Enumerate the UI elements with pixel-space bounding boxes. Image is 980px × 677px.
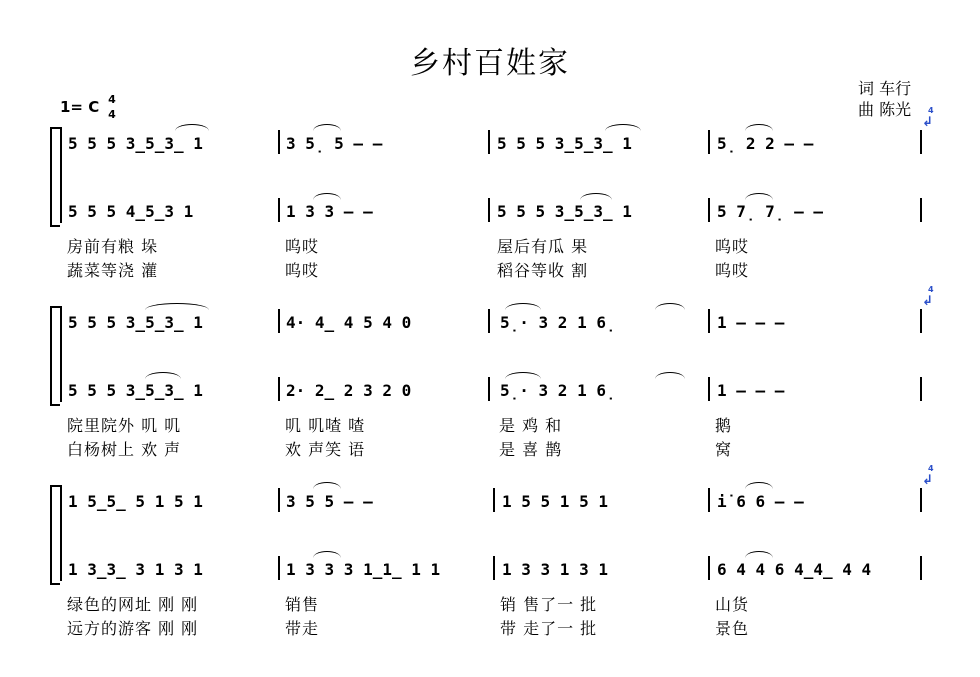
lyric-line-2: 欢 声笑 语	[285, 440, 366, 459]
lower-measure: 5 5 5 3̲5̲3̲ 1	[68, 381, 203, 400]
upper-measure: 1 – – –	[717, 313, 785, 332]
barline	[708, 377, 710, 401]
lyric-line-1: 销售	[285, 595, 320, 614]
tie	[313, 482, 341, 489]
tie	[505, 372, 541, 379]
lyric-line-2: 景色	[715, 619, 750, 638]
tie	[745, 193, 773, 200]
barline	[708, 556, 710, 580]
lyric-line-1: 是 鸡 和	[499, 416, 563, 435]
tie	[655, 303, 685, 310]
upper-measure: 5 5 5 3̲5̲3̲ 1	[497, 134, 632, 153]
upper-measure: 3 5 5 – –	[286, 492, 373, 511]
key-signature: 1= C	[60, 98, 100, 116]
song-title: 乡村百姓家	[410, 46, 570, 81]
lower-measure: 1 3̲3̲ 3 1 3 1	[68, 560, 203, 579]
lyric-line-1: 房前有粮 垛	[67, 237, 159, 256]
lyric-line-2: 白杨树上 欢 声	[67, 440, 182, 459]
system-start-line	[60, 127, 62, 223]
tie	[580, 193, 612, 200]
lyric-line-2: 带 走了一 批	[500, 619, 598, 638]
tie	[145, 303, 209, 310]
lyric-line-1: 院里院外 叽 叽	[67, 416, 182, 435]
system-brace	[50, 306, 60, 406]
lyric-line-1: 鹅	[715, 416, 733, 435]
upper-measure: 5 5 5 3̲5̲3̲ 1	[68, 313, 203, 332]
barline	[278, 130, 280, 154]
lower-measure: 5 7̣ 7̣ – –	[717, 202, 823, 221]
lower-measure: 1 3 3 1 3 1	[502, 560, 608, 579]
lower-measure: 5 5 5 4̲5̲3 1	[68, 202, 194, 221]
upper-measure: i̇ 6 6 – –	[717, 492, 804, 511]
system-brace	[50, 127, 60, 227]
lyric-line-2: 稻谷等收 割	[497, 261, 589, 280]
barline	[278, 556, 280, 580]
tie	[505, 303, 541, 310]
lyricist-credit: 词 车行	[858, 79, 912, 98]
lower-measure: 6 4 4 6 4̲4̲ 4 4	[717, 560, 872, 579]
tie	[745, 482, 773, 489]
tie	[745, 124, 773, 131]
lower-measure: 5 5 5 3̲5̲3̲ 1	[497, 202, 632, 221]
upper-measure: 5̣· 3 2 1 6̣	[500, 313, 616, 332]
barline	[708, 130, 710, 154]
lower-measure: 1 3 3 – –	[286, 202, 373, 221]
lyric-line-2: 窝	[715, 440, 733, 459]
upper-measure: 1 5̲5̲ 5 1 5 1	[68, 492, 203, 511]
upper-measure: 5 5 5 3̲5̲3̲ 1	[68, 134, 203, 153]
tie	[145, 372, 181, 379]
lower-measure: 2· 2̲ 2 3 2 0	[286, 381, 412, 400]
barline	[920, 309, 922, 333]
lower-measure: 5̣· 3 2 1 6̣	[500, 381, 616, 400]
lyric-line-2: 呜哎	[285, 261, 320, 280]
lyric-line-2: 蔬菜等浇 灌	[67, 261, 159, 280]
lyric-line-1: 呜哎	[715, 237, 750, 256]
upper-measure: 4· 4̲ 4 5 4 0	[286, 313, 412, 332]
lyric-line-2: 远方的游客 刚 刚	[67, 619, 199, 638]
tie	[745, 551, 773, 558]
lyric-line-1: 呜哎	[285, 237, 320, 256]
lyric-line-1: 叽 叽喳 喳	[285, 416, 366, 435]
lyric-line-1: 屋后有瓜 果	[497, 237, 589, 256]
barline	[708, 198, 710, 222]
barline	[920, 377, 922, 401]
lyric-line-2: 是 喜 鹊	[499, 440, 563, 459]
barline	[488, 198, 490, 222]
barline	[278, 377, 280, 401]
system-brace	[50, 485, 60, 585]
tie	[313, 124, 341, 131]
upper-measure: 5̣ 2 2 – –	[717, 134, 814, 153]
repeat-icon: 4 ↲	[922, 464, 934, 488]
lower-measure: 1 – – –	[717, 381, 785, 400]
time-signature-bottom: 4	[108, 108, 116, 121]
lyric-line-1: 绿色的网址 刚 刚	[67, 595, 199, 614]
tie	[655, 372, 685, 379]
barline	[488, 309, 490, 333]
barline	[278, 488, 280, 512]
barline	[493, 488, 495, 512]
lyric-line-1: 山货	[715, 595, 750, 614]
tie	[313, 193, 341, 200]
barline	[708, 309, 710, 333]
barline	[708, 488, 710, 512]
barline	[278, 309, 280, 333]
repeat-icon: 4 ↲	[922, 285, 934, 309]
tie	[313, 551, 341, 558]
barline	[493, 556, 495, 580]
repeat-icon: 4 ↲	[922, 106, 934, 130]
barline	[488, 130, 490, 154]
barline	[920, 556, 922, 580]
barline	[920, 488, 922, 512]
upper-measure: 3 5̣ 5 – –	[286, 134, 383, 153]
system-start-line	[60, 306, 62, 402]
composer-credit: 曲 陈光	[858, 100, 912, 119]
barline	[920, 198, 922, 222]
tie	[175, 124, 209, 131]
barline	[488, 377, 490, 401]
time-signature-top: 4	[108, 93, 116, 106]
barline	[278, 198, 280, 222]
lyric-line-1: 销 售了一 批	[500, 595, 598, 614]
upper-measure: 1 5 5 1 5 1	[502, 492, 608, 511]
lyric-line-2: 呜哎	[715, 261, 750, 280]
tie	[605, 124, 641, 131]
barline	[920, 130, 922, 154]
system-start-line	[60, 485, 62, 581]
lower-measure: 1 3 3 3 1̲1̲ 1 1	[286, 560, 441, 579]
lyric-line-2: 带走	[285, 619, 320, 638]
